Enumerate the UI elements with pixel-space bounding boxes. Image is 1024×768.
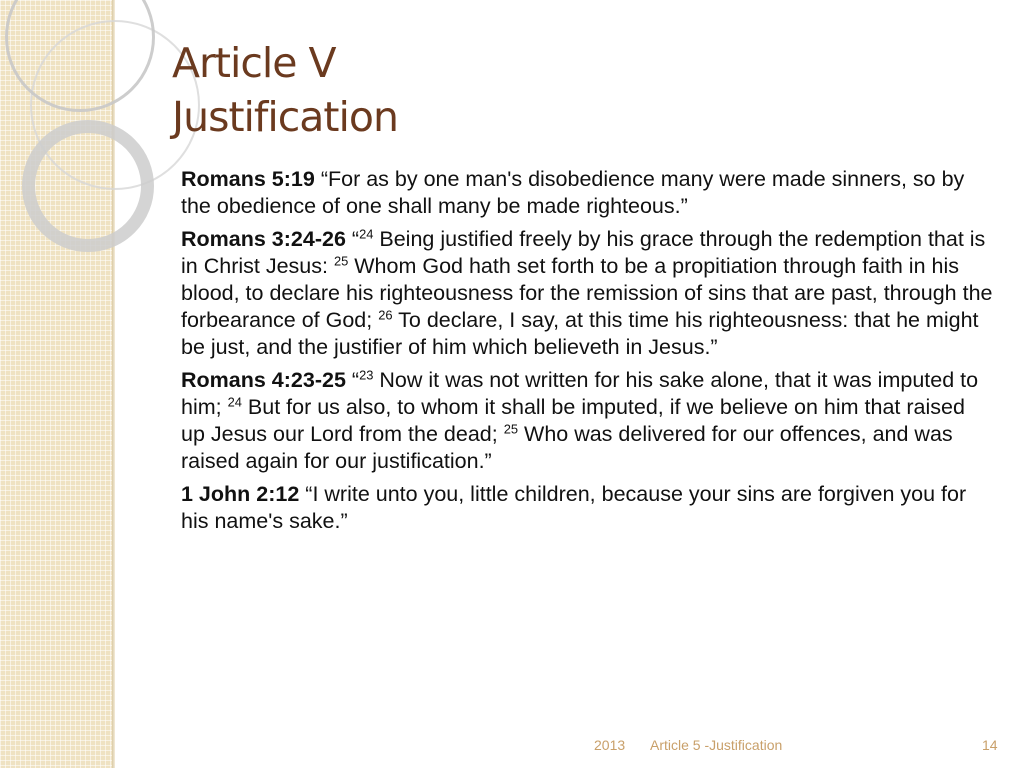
verse-text: To declare, I say, at this time his righteousness: that he might be just, and the justifier of him which believeth in Jesus.” <box>181 308 979 359</box>
scripture-reference: Romans 5:19 <box>181 167 315 191</box>
verse-number: 25 <box>503 421 519 437</box>
verse-text: Whom God hath set forth to be a propitiation through faith in his blood, to declare his righteousness for the remission of sins that are past, through the forbearance of God; <box>181 254 993 332</box>
scripture-reference: Romans 4:23-25 <box>181 368 346 392</box>
verse-text: Being justified freely by his grace through the redemption that is in Christ Jesus: <box>181 227 986 278</box>
slide-title <box>172 36 398 144</box>
verse-number: 24 <box>227 394 242 410</box>
scripture-entry-romans-3-24-26 <box>181 226 993 361</box>
footer-title: Article 5 -Justification <box>650 737 783 753</box>
decorative-ring-bottom <box>22 120 154 252</box>
verse-text: “ <box>351 227 360 251</box>
verse-text: But for us also, to whom it shall be imputed, if we believe on him that raised up Jesus our Lord from the dead; <box>181 395 965 446</box>
verse-number: 26 <box>378 307 393 323</box>
title-line-1: Article V <box>172 39 336 87</box>
scripture-entry-1-john-2-12 <box>181 481 993 535</box>
scripture-list <box>181 166 993 541</box>
verse-text: Now it was not written for his sake alone, that it was imputed to him; <box>181 368 979 419</box>
verse-text: “I write unto you, little children, because your sins are forgiven you for his name's sake.” <box>181 482 967 533</box>
scripture-reference: 1 John 2:12 <box>181 482 300 506</box>
verse-text: “For as by one man's disobedience many were made sinners, so by the obedience of one shall many be made righteous.” <box>181 167 965 218</box>
footer-year: 2013 <box>594 737 626 753</box>
scripture-entry-romans-5-19 <box>181 166 993 220</box>
slide-number: 14 <box>982 737 998 753</box>
verse-text: “ <box>351 368 360 392</box>
scripture-reference: Romans 3:24-26 <box>181 227 346 251</box>
verse-number: 24 <box>359 226 374 242</box>
verse-number: 25 <box>333 253 349 269</box>
scripture-entry-romans-4-23-25 <box>181 367 993 475</box>
title-line-2: Justification <box>172 93 398 141</box>
verse-number: 23 <box>359 367 374 383</box>
verse-text: Who was delivered for our offences, and was raised again for our justification.” <box>181 422 953 473</box>
